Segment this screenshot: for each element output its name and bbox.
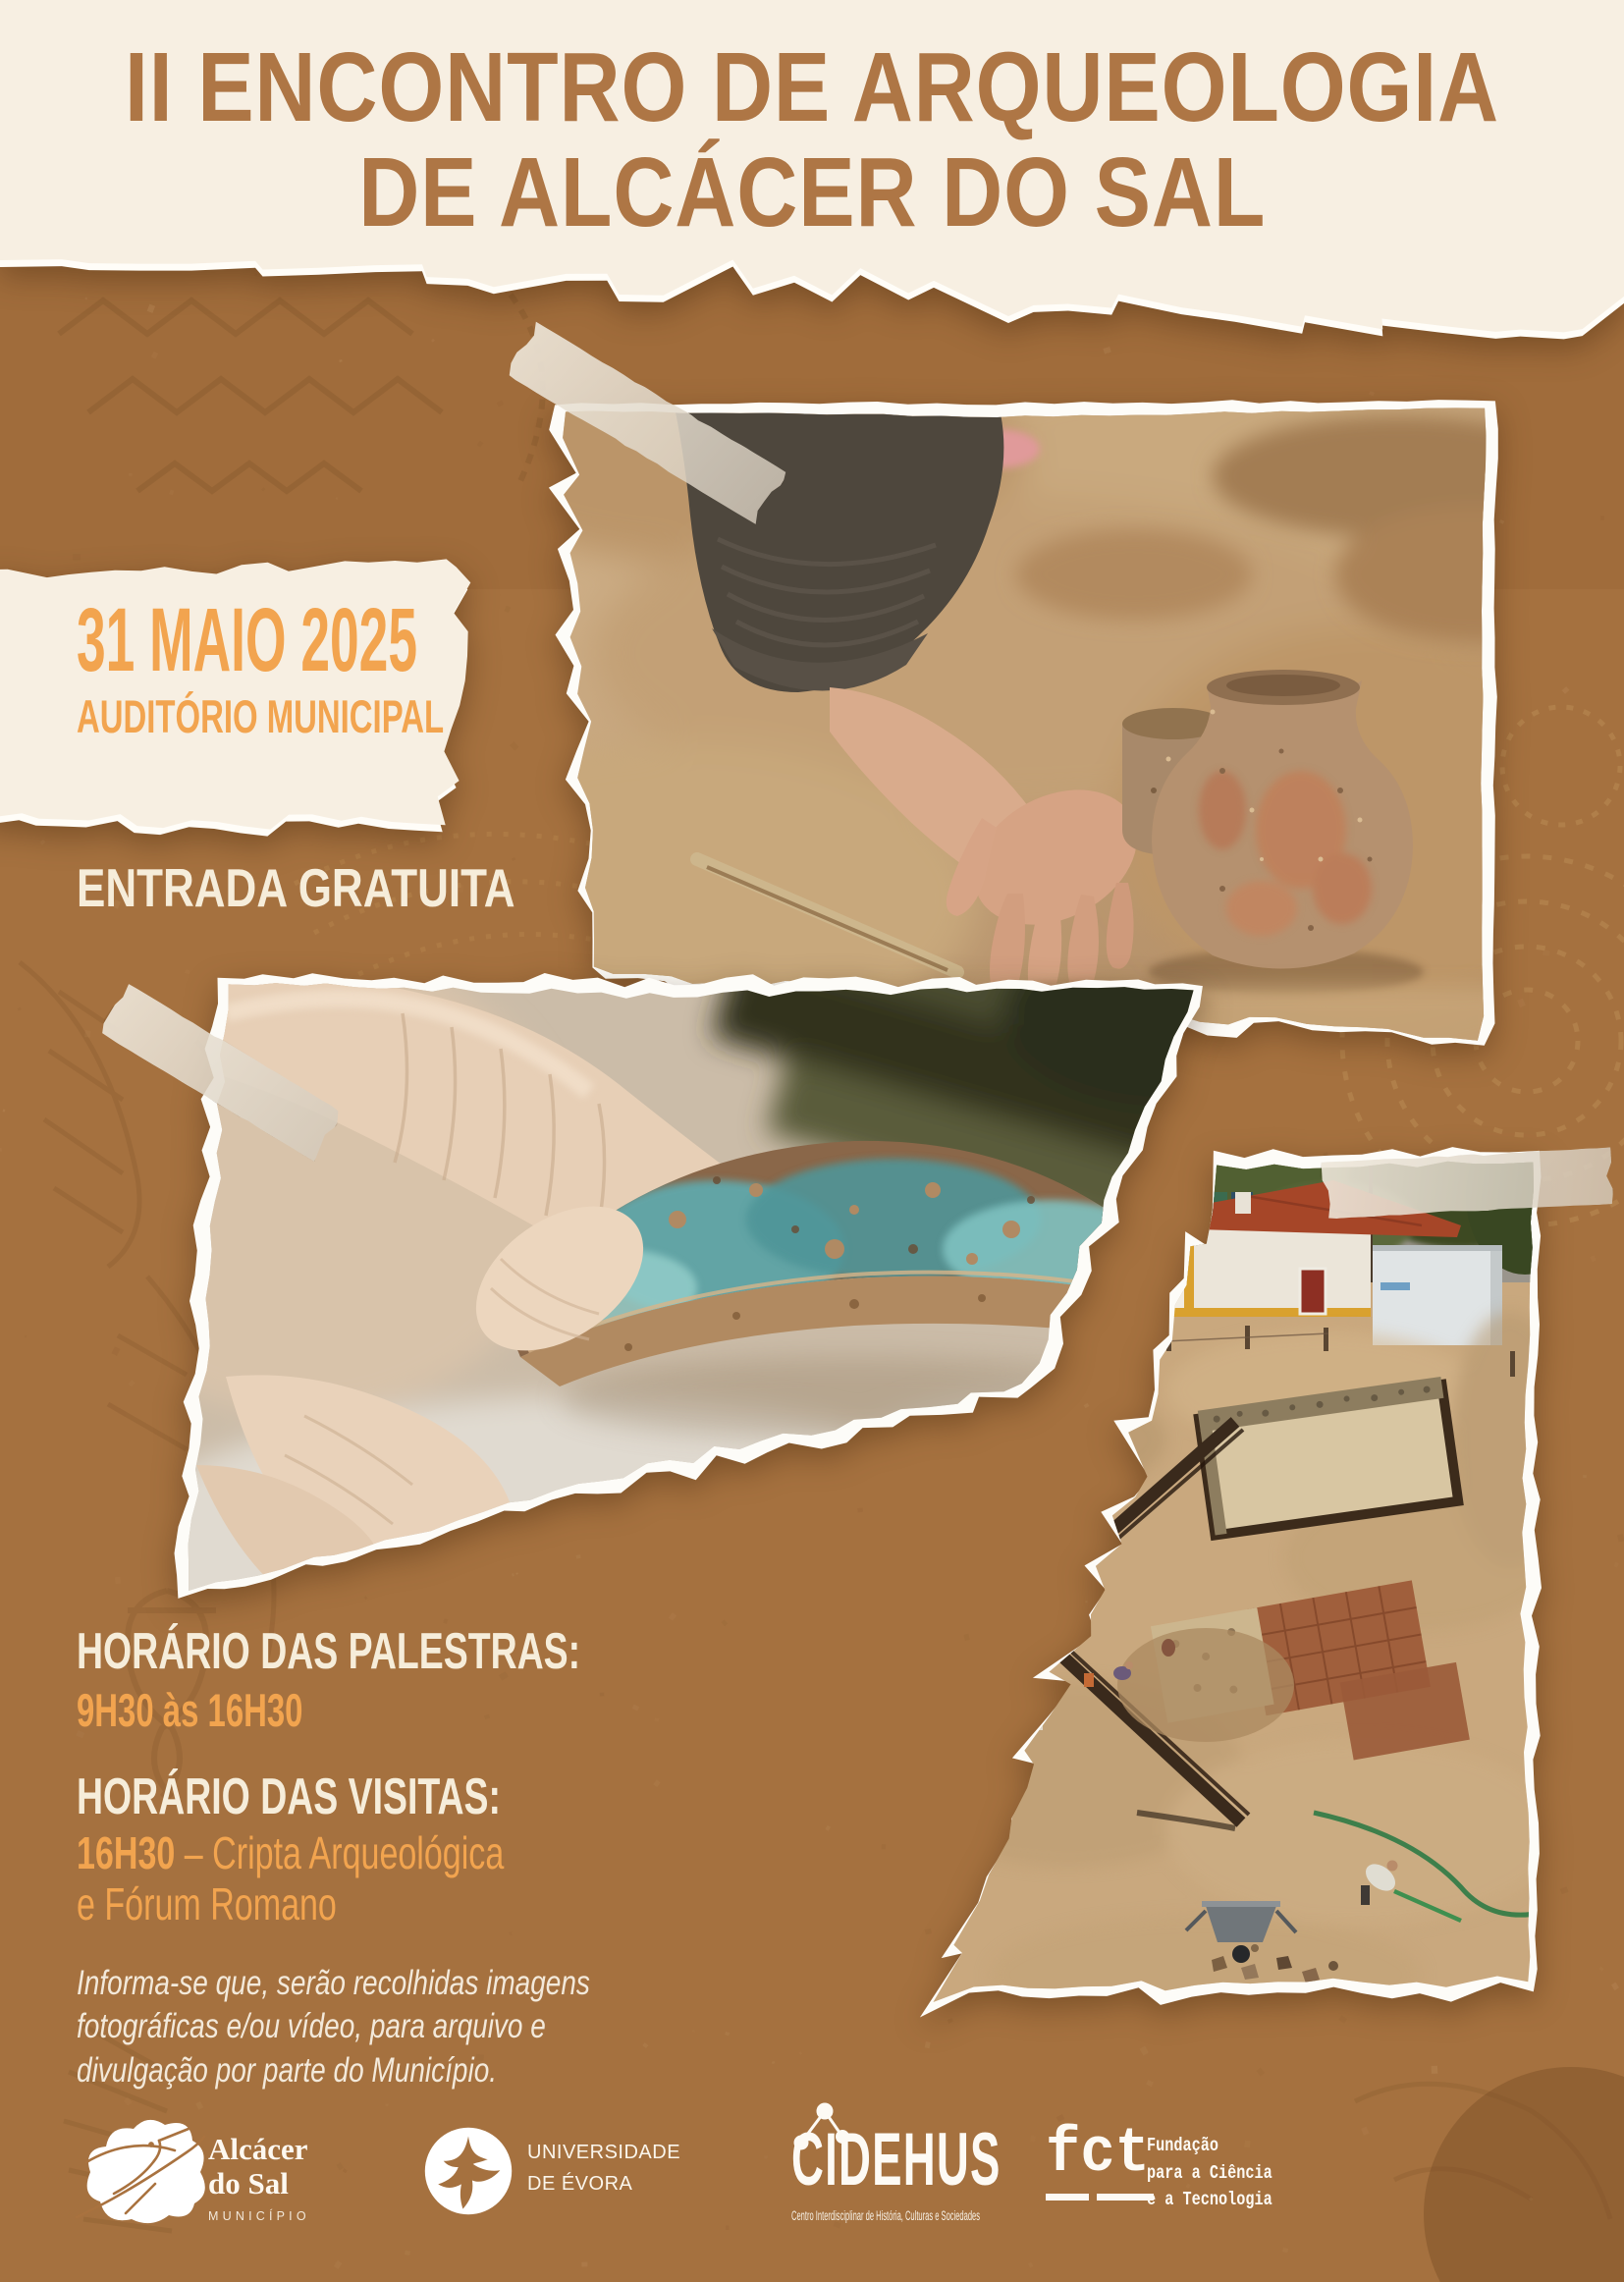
universidade-evora-logo-icon: [424, 2127, 513, 2215]
evora-line2: DE ÉVORA: [527, 2173, 633, 2195]
visits-time-bold: 16H30: [77, 1827, 176, 1878]
cidehus-wordmark: CIDEHUS: [791, 2118, 1001, 2201]
disclaimer-line1: Informa-se que, serão recolhidas imagens: [77, 1964, 590, 2002]
talks-heading: [77, 1622, 777, 1681]
survey-tripod: [1021, 1550, 1049, 1599]
fct-wordmark: fct: [1046, 2119, 1151, 2190]
fct-underline-right: [1097, 2194, 1154, 2200]
visits-time-rest: – Cripta Arqueológica: [184, 1827, 505, 1878]
visits-line2: [77, 1877, 428, 1930]
title-line-2: DE ALCÁCER DO SAL: [357, 137, 1266, 247]
aerial-scene-illustration: [911, 1135, 1547, 2021]
poster-header: [0, 0, 1624, 393]
free-entry-label: ENTRADA GRATUITA: [77, 857, 515, 918]
cidehus-subtitle: Centro Interdisciplinar de História, Culturas e Sociedades: [791, 2208, 981, 2223]
fct-underline-left: [1046, 2194, 1089, 2200]
disclaimer-line2: fotográficas e/ou vídeo, para arquivo e: [77, 2007, 546, 2046]
alcacer-subtitle: MUNICÍPIO: [208, 2209, 310, 2224]
disclaimer-line3: divulgação por parte do Município.: [77, 2050, 498, 2090]
talks-heading-label: HORÁRIO DAS PALESTRAS:: [77, 1623, 581, 1680]
talks-time-label: 9H30 às 16H30: [77, 1684, 303, 1736]
free-entry-text: [77, 856, 624, 919]
media-disclaimer: [77, 1962, 719, 2092]
fct-logo-text: [1147, 2133, 1308, 2214]
event-date: 31 MAIO 2025: [77, 590, 418, 690]
talks-time: [77, 1683, 400, 1737]
fct-logo-glyph: [1046, 2119, 1159, 2190]
photo-scene: [911, 1135, 1547, 2021]
universidade-evora-logo-text: [527, 2137, 680, 2200]
visits-line2-label: e Fórum Romano: [77, 1878, 337, 1929]
photo-aerial-excavation-site: [911, 1135, 1547, 2021]
fct-line1: Fundação: [1147, 2135, 1219, 2156]
visits-heading: [77, 1767, 666, 1826]
fct-line2: para a Ciência: [1147, 2161, 1272, 2184]
alcacer-do-sal-logo-icon: [69, 2111, 211, 2229]
alcacer-do-sal-logo-text: [208, 2133, 310, 2223]
visits-time: [77, 1826, 654, 1879]
poster-title: [0, 32, 1624, 247]
visits-heading-label: HORÁRIO DAS VISITAS:: [77, 1768, 501, 1825]
alcacer-line2: do Sal: [208, 2165, 289, 2200]
event-venue: AUDITÓRIO MUNICIPAL: [77, 690, 445, 742]
date-venue-label: [0, 542, 493, 842]
title-line-1: II ENCONTRO DE ARQUEOLOGIA: [125, 32, 1499, 142]
evora-line1: UNIVERSIDADE: [527, 2142, 681, 2163]
alcacer-line1: Alcácer: [208, 2132, 308, 2166]
fct-line3: e a Tecnologia: [1147, 2189, 1272, 2211]
